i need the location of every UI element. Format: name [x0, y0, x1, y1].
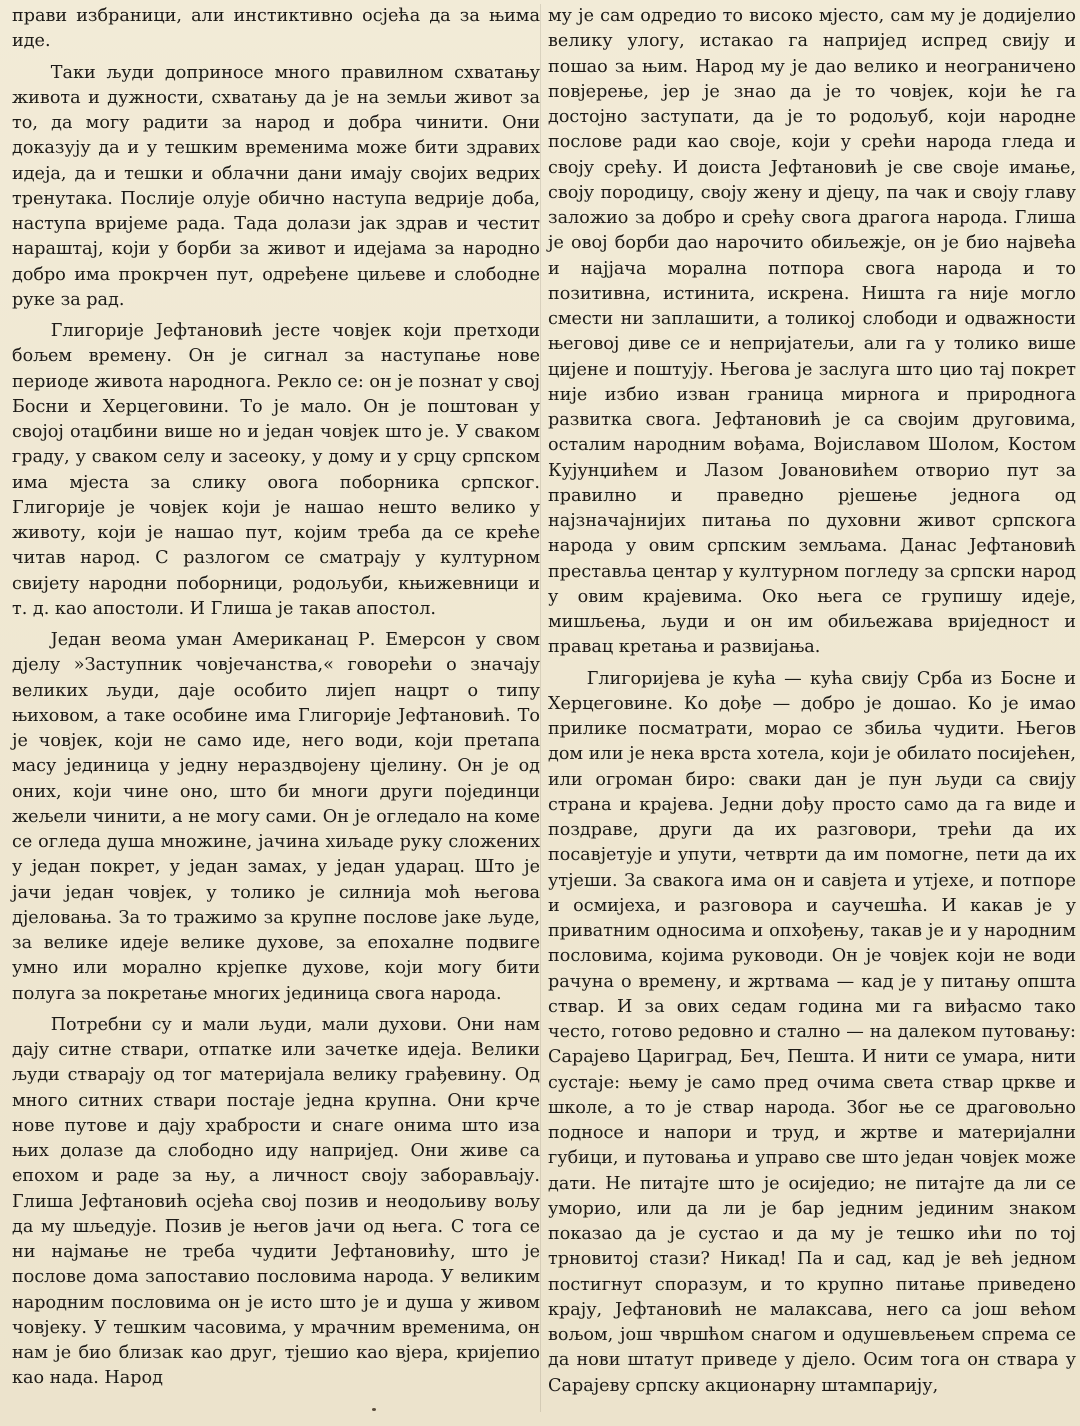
paragraph: му је сам одредио то високо мјесто, сам му је додијелио велику улогу, истакао га напријед испред свију и пошао за њим. Народ му је дао велико и неограничено повјерење, јер је знао да је то човјек, који ће га достојно заступати, да је то родољуб, који народне послове ради као своје, који у срећи народа гледа и своју срећу. И доиста Јефтановић је све своје имање, своју породицу, своју жену и дјецу, па чак и своју главу заложио за добро и срећу свога драгога народа. Глиша је овој борби дао нарочито обиљежје, он је био највећа и најјача морална потпора свога народа и то позитивна, истинита, искрена. Ништа га није могло смести ни заплашити, а толикој слободи и одважности његовој диве се и непријатељи, али га у толико више цијене и поштују. Његова је заслуга што цио тај покрет није избио изван граница мирнога и природнога развитка свога. Јефтановић је са својим друговима, осталим народним вођама, Војиславом Шолом, Костом Кујунџићем и Лазом Јовановићем отворио пут за правилно и праведно рјешење једнога од најзначајнијих питања по духовни живот српскога народа у овим српским земљама. Данас Јефтановић преставља центар у културном погледу за српски народ у овим крајевима. Око њега се групишу идеје, мишљења, људи и он им обиљежава вриједност и правац кретања и развијања. [548, 6, 1076, 658]
right-column [548, 4, 1076, 1399]
paragraph: Таки људи доприносе много правилном схватању живота и дужности, схватању да је на земљи живот за то, да могу радити за народ и добра чинити. Они доказују да и у тешким временима може бити здравих идеја, да и тешки и облачни дани имају својих ведрих тренутака. Послије олује обично наступа ведрије доба, наступа вријеме рада. Тада долази јак здрав и честит нараштај, који у борби за живот и идејама за народно добро има прокрчен пут, одређене циљеве и слободне руке за рад. [12, 62, 540, 310]
ink-speck [372, 1408, 376, 1411]
paragraph: прави избраници, али инстиктивно осјећа да за њима иде. [12, 6, 540, 52]
column-divider [540, 4, 541, 1412]
left-column [12, 4, 540, 1392]
paragraph: Глигорије Јефтановић јесте човјек који претходи бољем времену. Он је сигнал за наступање нове периоде живота народнога. Рекло се: он је познат у свој Босни и Херцеговини. То је мало. Он је поштован у својој отаџбини више но и један човјек што је. У сваком граду, у сваком селу и засеоку, у дому и у срцу српском има мјеста за слику овога поборника српског. Глигорије је човјек који је нашао нешто велико у животу, који је нашао пут, којим треба да се креће читав народ. С разлогом се сматрају у културном свијету народни поборници, родољуби, књижевници и т. д. као апостоли. И Глиша је такав апостол. [12, 321, 540, 619]
paragraph: Један веома уман Американац Р. Емерсон у свом дјелу »Заступник човјечанства,« говорећи о значају великих људи, даје особито лијеп нацрт о типу њиховом, а таке особине има Глигорије Јефтановић. То је човјек, који не само иде, него води, који претапа масу јединица у једну нераздвојену цјелину. Он је од оних, који чине оно, што би многи други појединци жељели чинити, а не могу сами. Он је огледало на коме се огледа душа множине, јачина хиљаде руку сложених у један покрет, у један замах, у један ударац. Што је јачи један човјек, у толико је силнија моћ његова дјеловања. За то тражимо за крупне послове јаке људе, за велике идеје велике духове, за епохалне подвиге умно или морално крјепке духове, који могу бити полуга за покретање многих јединица свога народа. [12, 630, 540, 1004]
paragraph: Потребни су и мали људи, мали духови. Они нам дају ситне ствари, отпатке или зачетке идеја. Велики људи стварају од тог материјала велику грађевину. Од много ситних ствари постаје једна крупна. Они крче нове путове и дају храбрости и снаге онима што иза њих долазе да слободно иду напријед. Они живе са епохом и раде за њу, а личност своју заборављају. Глиша Јефтановић осјећа свој позив и неодољиву вољу да му шљедује. Позив је његов јачи од њега. С тога се ни најмање не треба чудити Јефтановићу, што је послове дома запоставио пословима народа. У великим народним пословима он је исто што је и душа у живом човјеку. У тешким часовима, у мрачним временима, он нам је био близак као друг, тјешио као вјера, кријепио као нада. Народ [12, 1014, 540, 1389]
paragraph: Глигоријева је кућа — кућа свију Срба из Босне и Херцеговине. Ко дође — добро је дошао. Ко је имао прилике посматрати, морао се збиља чудити. Његов дом или је нека врста хотела, који је обилато посијећен, или огроман биро: сваки дан је пун људи са свију страна и крајева. Једни дођу просто само да га виде и поздраве, други да их разговори, трећи да их посавјетује и упути, четврти да им помогне, пети да их утјеши. За свакога има он и савјета и утјехе, и потпоре и осмијеха, и разговора и саучешћа. И какав је у приватним односима и опхођењу, такав је и у народним пословима, којима руководи. Он је човјек који не води рачуна о времену, и жртвама — кад је у питању општа ствар. И за ових седам година ми га виђасмо тако често, готово редовно и стално — на далеком путовању: Сарајево Цариград, Беч, Пешта. И нити се умара, нити сустаје: њему је само пред очима света ствар цркве и школе, а то је ствар народа. Због ње се драговољно подносе и напори и труд, и жртве и материјални губици, и путовања и управо све што један човјек може дати. Не питајте што је осиједио; не питајте да ли се уморио, или да ли је бар једним јединим знаком показао да је сустао и да му је тешко ићи по тој трновитој стази? Никад! Па и сад, кад је већ једном постигнут споразум, и то крупно питање приведено крају, Јефтановић не малаксава, него са још већом вољом, још чвршћом снагом и одушевљењем спрема се да нови штатут приведе у дјело. Осим тога он ствара у Сарајеву српску акционарну штампарију, [548, 668, 1076, 1396]
